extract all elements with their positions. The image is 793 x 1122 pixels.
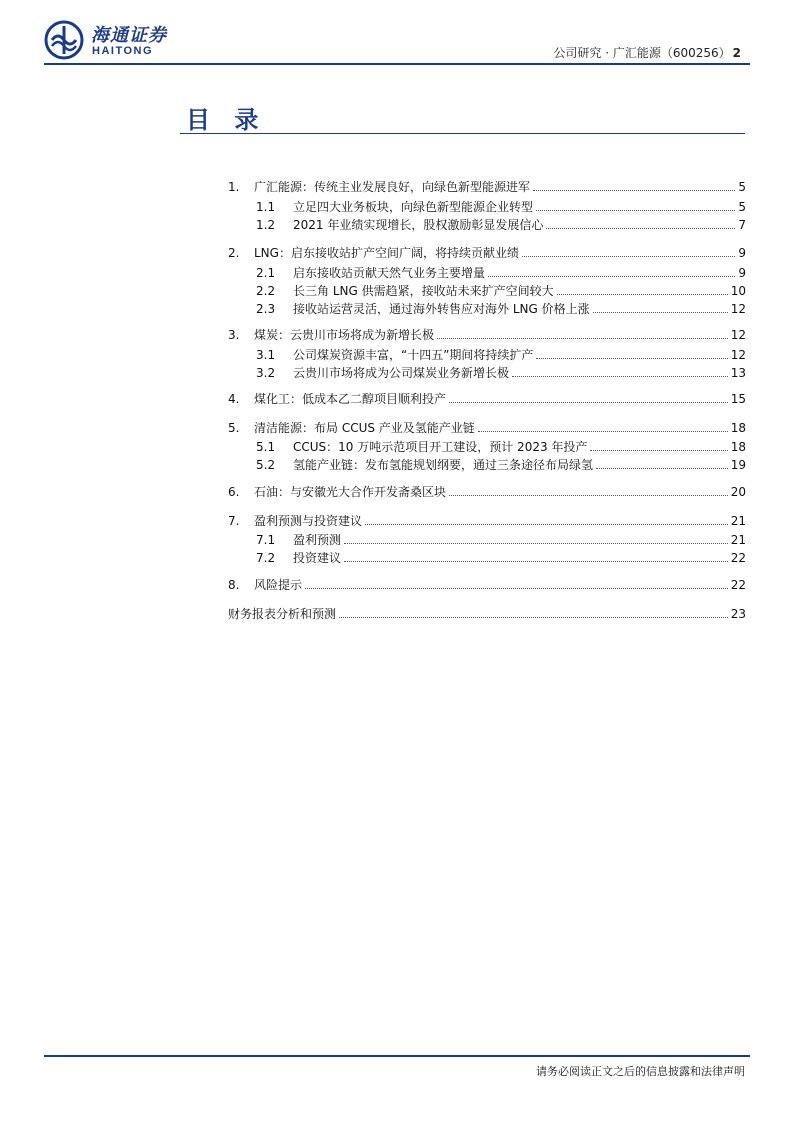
toc-entry[interactable] bbox=[256, 454, 746, 472]
toc-entry-page: 22 bbox=[730, 551, 746, 565]
toc-entry-page: 18 bbox=[730, 440, 746, 454]
toc-entry-page: 22 bbox=[730, 578, 746, 592]
toc-leader bbox=[488, 275, 735, 277]
toc-entry[interactable] bbox=[228, 176, 746, 194]
toc-entry-page: 13 bbox=[730, 366, 746, 380]
toc-entry-number: 2. bbox=[228, 246, 240, 260]
toc-entry-number: 1. bbox=[228, 180, 240, 194]
toc-entry-text: 清洁能源：布局 CCUS 产业及氢能产业链 bbox=[254, 421, 475, 435]
toc-entry-number: 8. bbox=[228, 578, 240, 592]
report-tag bbox=[553, 44, 741, 61]
toc-leader bbox=[546, 227, 735, 229]
toc-title: 目 录 bbox=[186, 106, 267, 134]
toc-entry[interactable] bbox=[228, 603, 746, 621]
page-header bbox=[0, 0, 793, 70]
toc-entry-text: 氢能产业链：发布氢能规划纲要，通过三条途径布局绿氢 bbox=[293, 458, 594, 472]
toc-leader bbox=[449, 494, 728, 496]
toc-entry-number: 3.2 bbox=[256, 366, 276, 380]
toc-entry-text: 煤化工：低成本乙二醇项目顺利投产 bbox=[254, 392, 447, 406]
toc-entry-text: 盈利预测 bbox=[293, 533, 342, 547]
toc-entry-text: 云贵川市场将成为公司煤炭业务新增长极 bbox=[293, 366, 510, 380]
toc-entry-text: 投资建议 bbox=[293, 551, 342, 565]
report-tag-text: 公司研究 · 广汇能源（600256） bbox=[553, 46, 731, 60]
toc-entry-page: 10 bbox=[730, 284, 746, 298]
toc-entry-number: 5.2 bbox=[256, 458, 276, 472]
toc-entry-number: 7.2 bbox=[256, 551, 276, 565]
toc-entry[interactable] bbox=[228, 510, 746, 528]
toc-leader bbox=[344, 560, 728, 562]
toc-entry-text: 广汇能源：传统主业发展良好，向绿色新型能源进军 bbox=[254, 180, 531, 194]
toc-entry-number: 2.2 bbox=[256, 284, 276, 298]
toc-entry-text: 盈利预测与投资建议 bbox=[254, 514, 363, 528]
toc-leader bbox=[536, 209, 735, 211]
toc-entry-text: 长三角 LNG 供需趋紧，接收站未来扩产空间较大 bbox=[293, 284, 554, 298]
toc-entry-page: 15 bbox=[730, 392, 746, 406]
toc-entry-number: 5. bbox=[228, 421, 240, 435]
toc-entry-page: 19 bbox=[730, 458, 746, 472]
toc-leader bbox=[512, 375, 728, 377]
toc-leader bbox=[557, 293, 728, 295]
toc-entry-text: 立足四大业务板块，向绿色新型能源企业转型 bbox=[293, 200, 534, 214]
toc-leader bbox=[522, 255, 735, 257]
haitong-logo bbox=[44, 20, 194, 60]
toc-entry-page: 23 bbox=[730, 607, 746, 621]
toc-title-divider bbox=[180, 133, 745, 134]
footer-divider bbox=[44, 1055, 750, 1057]
toc-entry-text: 2021 年业绩实现增长，股权激励彰显发展信心 bbox=[293, 218, 544, 232]
brand-name-cn: 海通证券 bbox=[91, 25, 167, 46]
toc-entry-number: 7. bbox=[228, 514, 240, 528]
toc-entry[interactable] bbox=[228, 417, 746, 435]
toc-entry-text: 接收站运营灵活，通过海外转售应对海外 LNG 价格上涨 bbox=[293, 302, 590, 316]
toc-entry-number: 6. bbox=[228, 485, 240, 499]
toc-entry-page: 18 bbox=[730, 421, 746, 435]
toc-entry-text: 公司煤炭资源丰富，“十四五”期间将持续扩产 bbox=[293, 348, 534, 362]
toc-entry-text: 启东接收站贡献天然气业务主要增量 bbox=[293, 266, 486, 280]
toc-entry[interactable] bbox=[228, 574, 746, 592]
toc-entry-page: 9 bbox=[738, 246, 746, 260]
toc-entry[interactable] bbox=[256, 280, 746, 298]
toc-entry-text: LNG：启东接收站扩产空间广阔，将持续贡献业绩 bbox=[254, 246, 519, 260]
toc-entry-page: 12 bbox=[730, 328, 746, 342]
toc-leader bbox=[478, 430, 728, 432]
toc-entry-text: 风险提示 bbox=[254, 578, 303, 592]
toc-leader bbox=[449, 401, 728, 403]
toc-leader bbox=[437, 337, 728, 339]
toc-entry-page: 9 bbox=[738, 266, 746, 280]
toc-leader bbox=[593, 311, 728, 313]
toc-entry-page: 5 bbox=[738, 200, 746, 214]
toc-entry[interactable] bbox=[228, 388, 746, 406]
toc-leader bbox=[339, 616, 728, 618]
toc-entry[interactable] bbox=[256, 529, 746, 547]
haitong-emblem-icon bbox=[44, 20, 84, 60]
toc-entry-text: CCUS：10 万吨示范项目开工建设，预计 2023 年投产 bbox=[293, 440, 588, 454]
toc-entry[interactable] bbox=[256, 196, 746, 214]
toc-entry[interactable] bbox=[256, 362, 746, 380]
page-number: 2 bbox=[732, 46, 741, 60]
toc-entry-number: 3.1 bbox=[256, 348, 276, 362]
toc-leader bbox=[305, 587, 728, 589]
toc-leader bbox=[533, 189, 735, 191]
disclaimer-note: 请务必阅读正文之后的信息披露和法律声明 bbox=[536, 1065, 745, 1078]
toc-entry-number: 4. bbox=[228, 392, 240, 406]
toc-entry-page: 21 bbox=[730, 533, 746, 547]
toc-entry-page: 12 bbox=[730, 348, 746, 362]
toc-leader bbox=[536, 357, 727, 359]
toc-entry-page: 20 bbox=[730, 485, 746, 499]
toc-entry[interactable] bbox=[256, 436, 746, 454]
toc-entry[interactable] bbox=[228, 324, 746, 342]
toc-entry[interactable] bbox=[228, 481, 746, 499]
toc-entry-page: 5 bbox=[738, 180, 746, 194]
toc-entry-number: 5.1 bbox=[256, 440, 276, 454]
toc-entry[interactable] bbox=[256, 298, 746, 316]
toc-entry-number: 2.3 bbox=[256, 302, 276, 316]
toc-entry-number: 3. bbox=[228, 328, 240, 342]
toc-entry-number: 1.2 bbox=[256, 218, 276, 232]
toc-entry[interactable] bbox=[256, 547, 746, 565]
toc-leader bbox=[344, 542, 728, 544]
toc-leader bbox=[596, 467, 728, 469]
toc-entry[interactable] bbox=[256, 214, 746, 232]
toc-entry[interactable] bbox=[228, 242, 746, 260]
brand-name-en: HAITONG bbox=[92, 45, 154, 57]
toc-entry[interactable] bbox=[256, 344, 746, 362]
toc-leader bbox=[590, 449, 727, 451]
toc-entry-text: 石油：与安徽光大合作开发斋桑区块 bbox=[254, 485, 447, 499]
toc-leader bbox=[365, 523, 728, 525]
toc-entry-number: 7.1 bbox=[256, 533, 276, 547]
toc-entry-number: 1.1 bbox=[256, 200, 276, 214]
toc-entry[interactable] bbox=[256, 262, 746, 280]
toc-entry-number: 2.1 bbox=[256, 266, 276, 280]
toc-entry-text: 煤炭：云贵川市场将成为新增长极 bbox=[254, 328, 435, 342]
toc-entry-page: 7 bbox=[738, 218, 746, 232]
header-divider bbox=[44, 63, 750, 65]
toc-entry-text: 财务报表分析和预测 bbox=[228, 607, 337, 621]
toc-entry-page: 21 bbox=[730, 514, 746, 528]
toc-entry-page: 12 bbox=[730, 302, 746, 316]
